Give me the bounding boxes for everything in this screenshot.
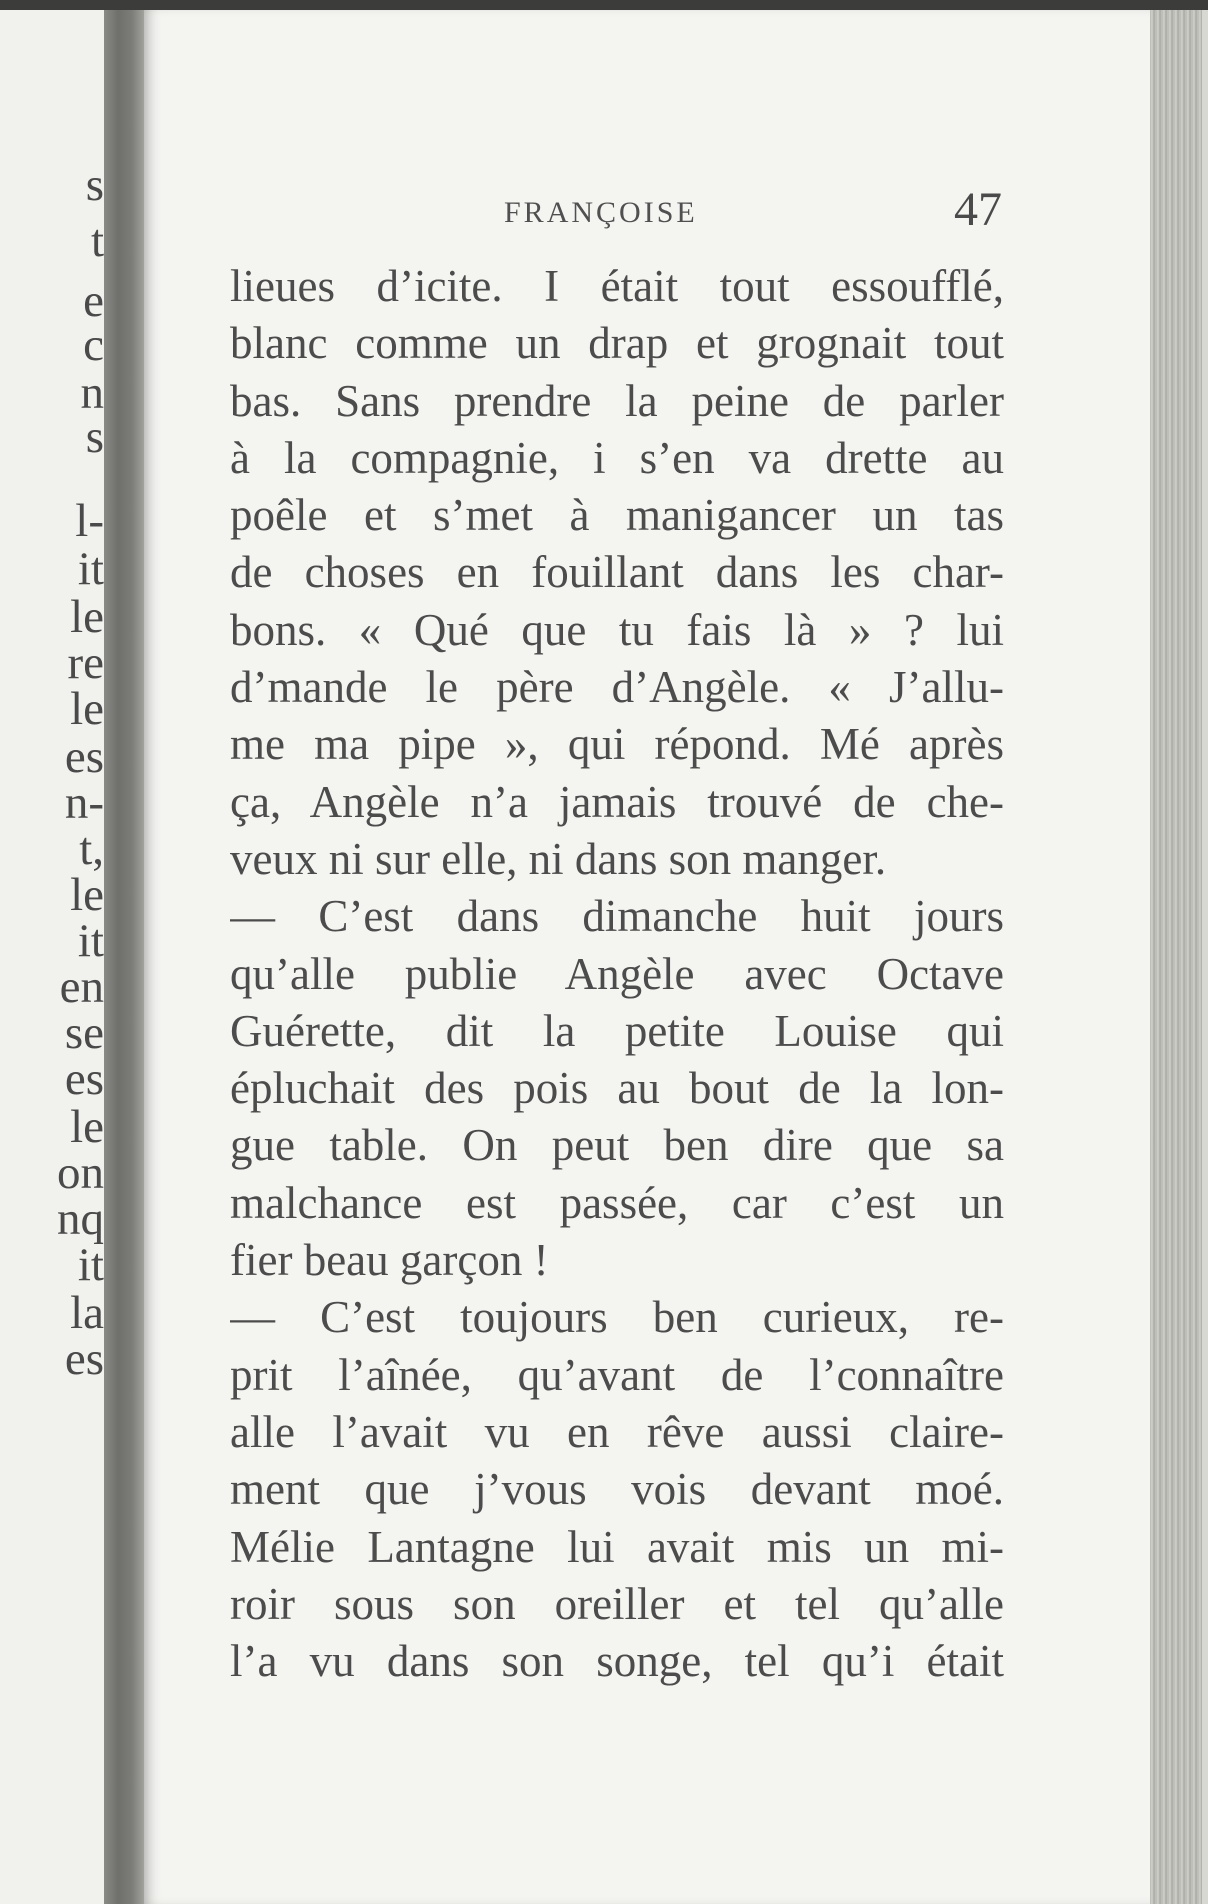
text-line: — C’est toujours ben curieux, re- [230,1292,1004,1343]
text-line: — C’est dans dimanche huit jours [230,891,1004,942]
page-body-text [230,258,1150,1690]
left-page-fragment: en [59,961,104,1013]
left-page-fragment: re [67,637,104,689]
text-line: Mélie Lantagne lui avait mis un mi- [230,1521,1004,1572]
text-line: d’mande le père d’Angèle. « J’allu- [230,662,1004,713]
running-title: FRANÇOISE [504,196,698,229]
left-page-fragment: e [83,275,104,327]
left-page-fragment: le [70,683,104,735]
left-page-fragment: se [64,1007,104,1059]
text-line: alle l’avait vu en rêve aussi claire- [230,1406,1004,1457]
left-page-fragment: le [70,869,104,921]
text-line: prit l’aînée, qu’avant de l’connaître [230,1349,1004,1400]
left-page-fragment: l- [75,495,104,547]
text-line: fier beau garçon ! [230,1235,549,1286]
text-line: gue table. On peut ben dire que sa [230,1120,1004,1171]
left-page-fragment: on [57,1147,104,1199]
text-line: épluchait des pois au bout de la lon- [230,1063,1004,1114]
text-line: lieues d’icite. I était tout essoufflé, [230,261,1004,311]
text-line: me ma pipe », qui répond. Mé après [230,719,1004,770]
left-page-fragment: es [64,1053,104,1105]
left-facing-page [0,10,104,1904]
text-line: roir sous son oreiller et tel qu’alle [230,1578,1004,1629]
text-line: poêle et s’met à manigancer un tas [230,490,1004,541]
left-page-fragment: it [77,1239,104,1291]
text-line: ment que j’vous vois devant moé. [230,1464,1004,1515]
left-page-fragment: t [90,215,104,267]
left-page-fragment: t, [79,823,104,875]
left-page-fragment: es [64,731,104,783]
text-line: l’a vu dans son songe, tel qu’i était [230,1636,1004,1687]
text-line: malchance est passée, car c’est un [230,1177,1004,1228]
left-page-fragment: n- [64,777,104,829]
left-page-fragment: it [77,543,104,595]
book-gutter [104,10,144,1904]
page-header [144,182,1150,242]
page-number: 47 [954,183,1002,236]
left-page-fragment: s [85,411,104,463]
text-line: qu’alle publie Angèle avec Octave [230,948,1004,999]
text-line: blanc comme un drap et grognait tout [230,318,1004,369]
left-page-fragment: le [70,591,104,643]
left-page-fragment: le [70,1101,104,1153]
text-line: à la compagnie, i s’en va drette au [230,432,1004,483]
text-line: ça, Angèle n’a jamais trouvé de che- [230,776,1004,827]
page-stack-edge [1150,10,1208,1904]
left-page-fragment: it [77,915,104,967]
left-page-fragment: es [64,1333,104,1385]
text-line: bas. Sans prendre la peine de parler [230,375,1004,426]
book-page [144,10,1150,1904]
left-page-fragment: n [80,367,104,419]
text-line: Guérette, dit la petite Louise qui [230,1005,1004,1056]
left-page-fragment: c [83,319,104,371]
text-line: de choses en fouillant dans les char- [230,547,1004,598]
text-line: veux ni sur elle, ni dans son manger. [230,833,887,884]
left-page-fragment: la [70,1287,104,1339]
text-line: bons. « Qué que tu fais là » ? lui [230,604,1004,655]
left-page-fragment: nq [57,1193,104,1245]
scan-top-edge [0,0,1208,10]
left-page-fragment: s [85,159,104,211]
